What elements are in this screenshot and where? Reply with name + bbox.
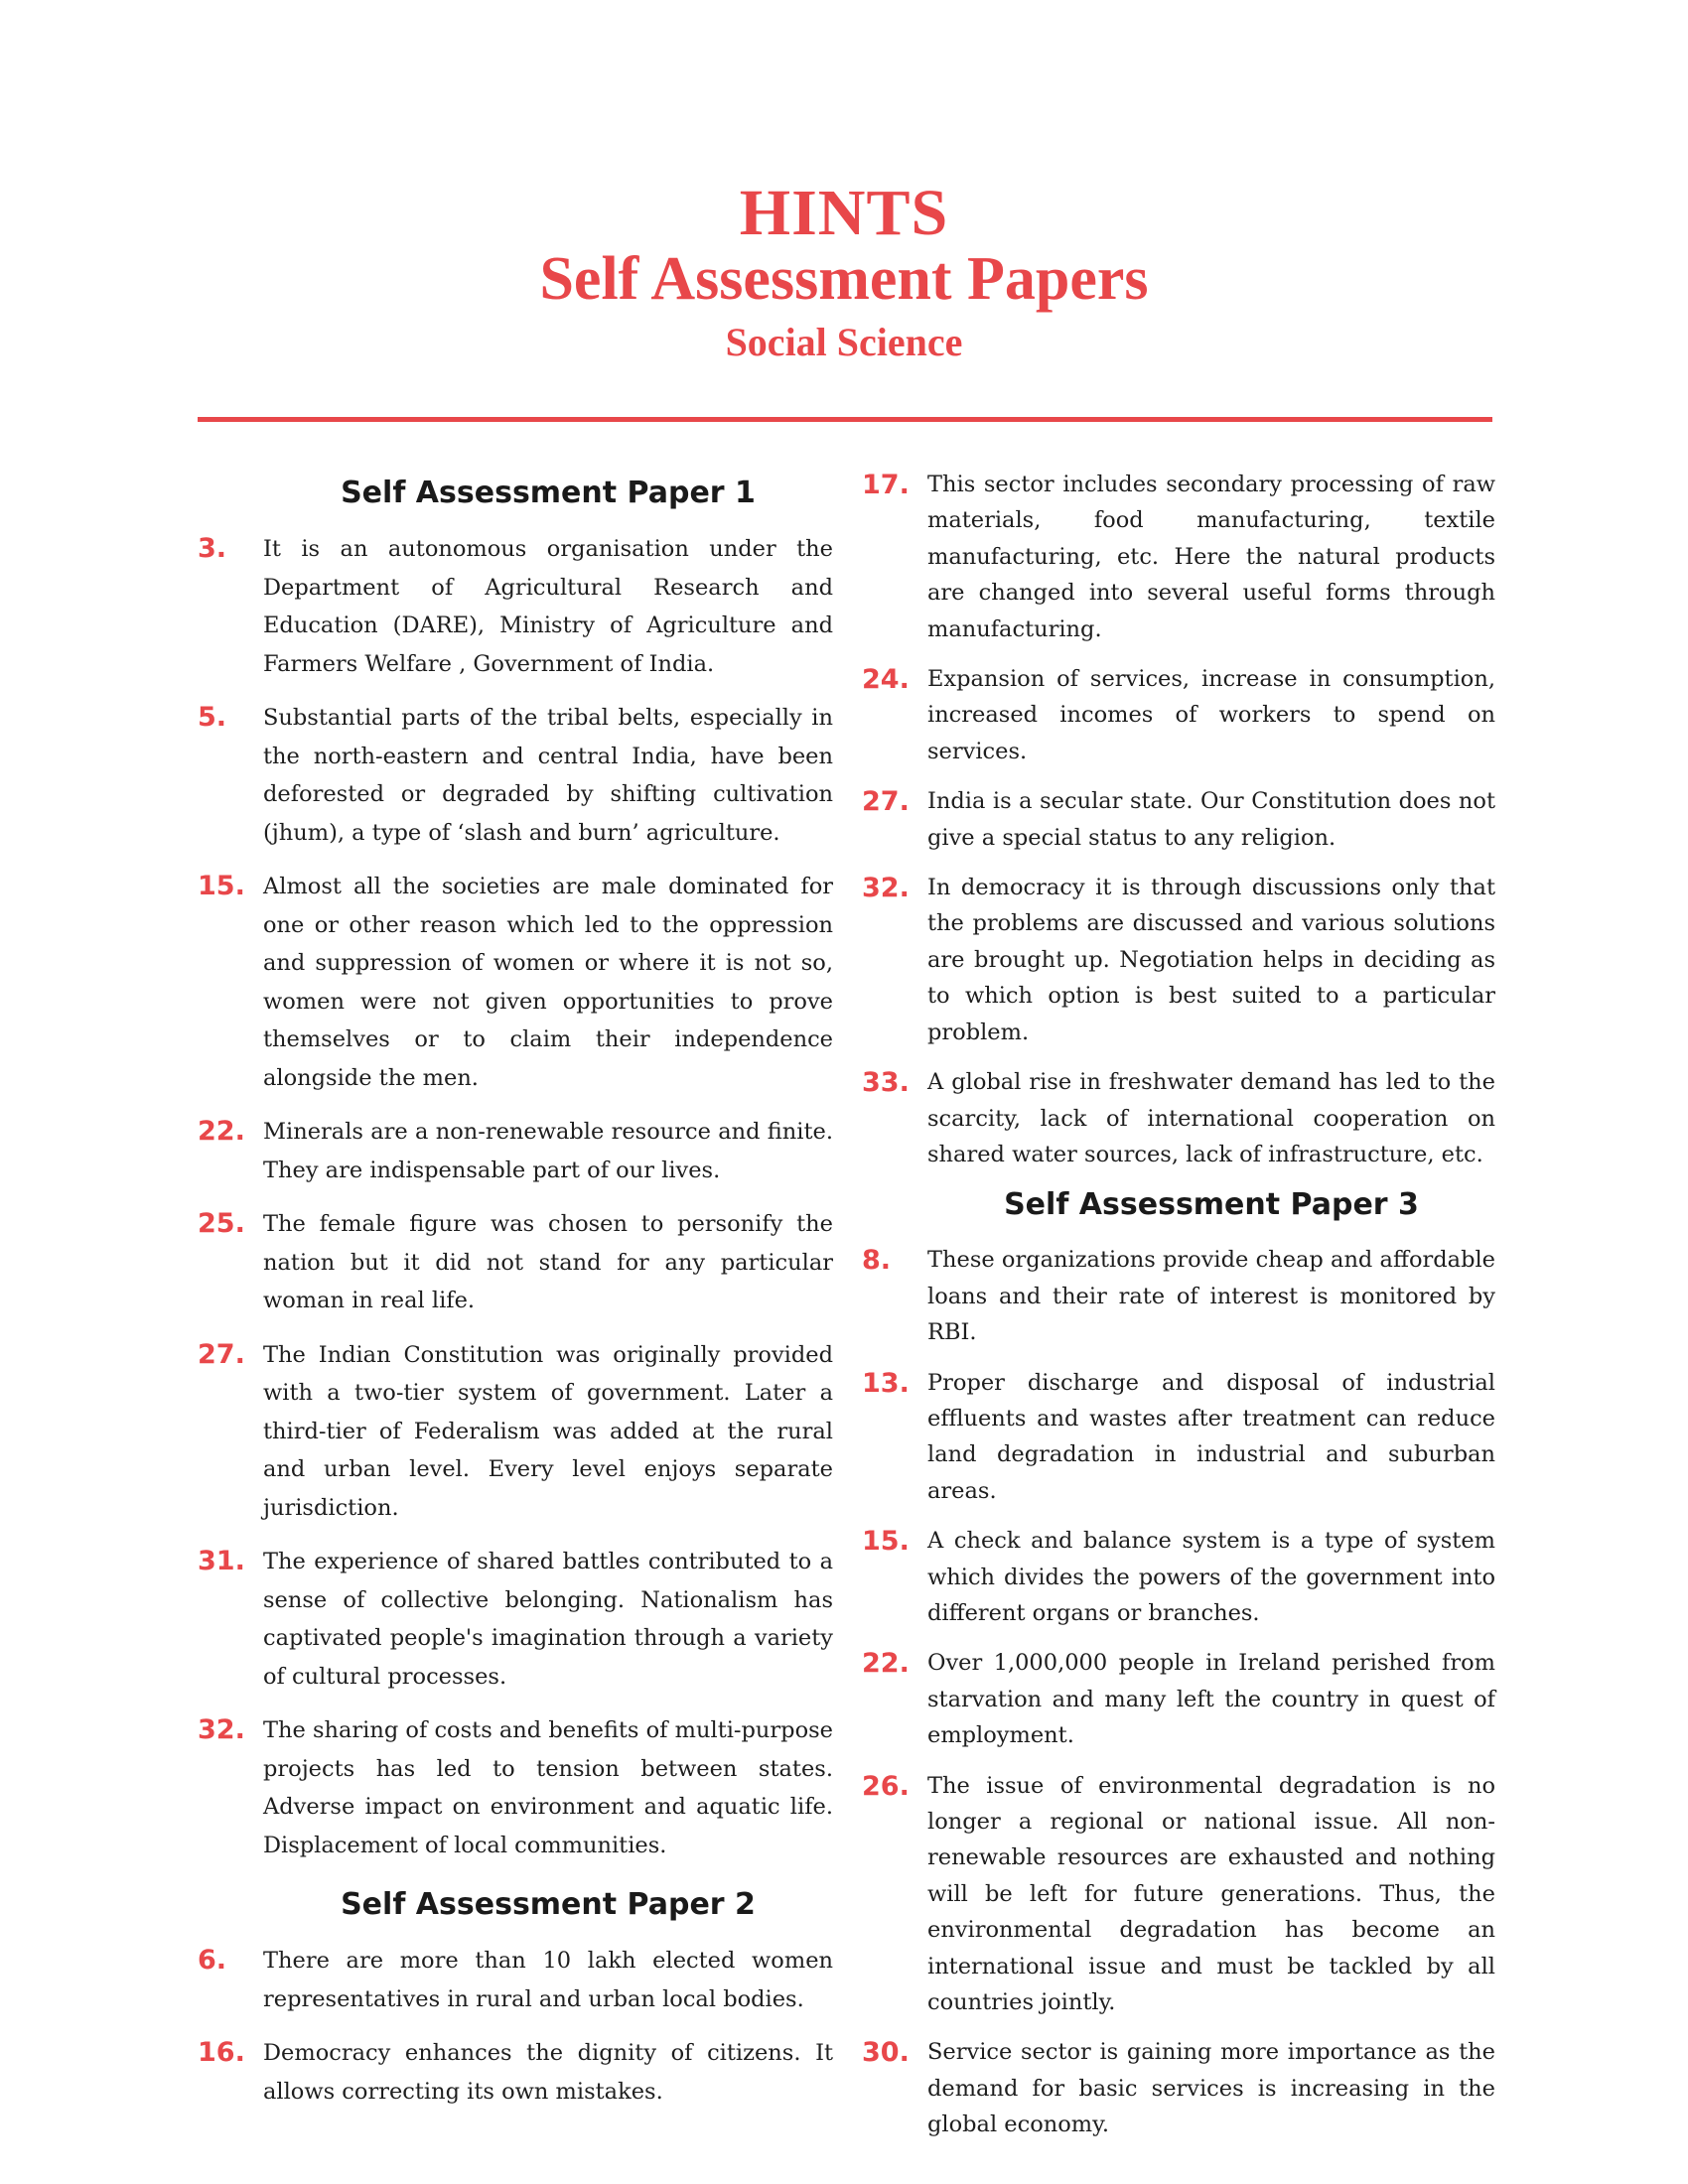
- subject-title: Social Science: [725, 320, 963, 364]
- hint-text: Substantial parts of the tribal belts, especially in the north-eastern and central India, have been deforested or degraded by shifting cultivation (jhum), a type of ‘slash and burn’ agriculture.: [263, 705, 833, 846]
- hint-number: 16.: [198, 2037, 245, 2068]
- hint-item: [198, 1205, 833, 1320]
- hint-text: There are more than 10 lakh elected women representatives in rural and urban local bodies.: [263, 1948, 833, 2012]
- hint-number: 22.: [862, 1648, 910, 1680]
- paper-3-hints: [862, 1242, 1495, 2142]
- hint-text: The issue of environmental degradation is no longer a regional or national issue. All non-renewable resources are exhausted and nothing will be left for future generations. Thus, the environmental degradation has become an international issue and must be tackled by all countries jointly.: [927, 1772, 1495, 2016]
- hint-number: 31.: [198, 1546, 245, 1576]
- hint-text: The experience of shared battles contributed to a sense of collective belonging. Nationalism has captivated people's imagination through a variety of cultural processes.: [263, 1549, 833, 1690]
- hint-text: Expansion of services, increase in consumption, increased incomes of workers to spend on services.: [927, 666, 1495, 764]
- hint-number: 17.: [862, 470, 910, 500]
- hint-item: [862, 1645, 1495, 1753]
- page-header: [0, 179, 1688, 365]
- hint-number: 15.: [862, 1526, 910, 1558]
- paper-2-hints: [198, 1942, 833, 2111]
- hint-item: [198, 1711, 833, 1864]
- hint-number: 24.: [862, 664, 910, 696]
- hint-item: [198, 2034, 833, 2111]
- hint-item: [862, 1242, 1495, 1350]
- hint-text: Proper discharge and disposal of industrial effluents and wastes after treatment can reduce land degradation in industrial and suburban areas.: [927, 1369, 1495, 1504]
- hint-text: It is an autonomous organisation under the Department of Agricultural Research and Education (DARE), Ministry of Agriculture and Farmers Welfare , Government of India.: [263, 536, 833, 677]
- hint-number: 30.: [862, 2037, 910, 2069]
- hint-item: [198, 868, 833, 1097]
- hint-text: The sharing of costs and benefits of multi-purpose projects has led to tension between states. Adverse impact on environment and aquatic life. Displacement of local communities.: [263, 1717, 833, 1858]
- hint-number: 32.: [862, 873, 910, 904]
- hint-number: 13.: [862, 1367, 910, 1399]
- hint-text: These organizations provide cheap and affordable loans and their rate of interest is monitored by RBI.: [927, 1247, 1495, 1346]
- hint-text: Service sector is gaining more importance as the demand for basic services is increasing in the global economy.: [927, 2039, 1495, 2138]
- hint-item: [862, 870, 1495, 1050]
- hint-text: In democracy it is through discussions only that the problems are discussed and various solutions are brought up. Negotiation helps in deciding as to which option is best suited to a particular problem.: [927, 875, 1495, 1045]
- hint-item: [198, 1543, 833, 1696]
- hint-item: [198, 1113, 833, 1189]
- hint-number: 27.: [198, 1338, 245, 1370]
- hint-item: [862, 661, 1495, 769]
- hint-text: India is a secular state. Our Constitution does not give a special status to any religion.: [927, 788, 1495, 851]
- hint-number: 8.: [862, 1245, 892, 1277]
- hint-item: [862, 1365, 1495, 1510]
- hint-text: A check and balance system is a type of system which divides the powers of the government into different organs or branches.: [927, 1528, 1495, 1626]
- hint-number: 5.: [198, 702, 227, 733]
- hint-number: 22.: [198, 1116, 245, 1147]
- section-title-paper-2: Self Assessment Paper 2: [341, 1887, 756, 1922]
- hint-number: 25.: [198, 1208, 245, 1239]
- hint-item: [862, 1768, 1495, 2021]
- hint-item: [198, 1336, 833, 1528]
- hint-item: [198, 699, 833, 852]
- section-title-paper-3: Self Assessment Paper 3: [1004, 1187, 1419, 1223]
- right-column: [862, 467, 1495, 2157]
- hint-item: [862, 783, 1495, 856]
- header-divider: [198, 417, 1492, 422]
- hint-item: [862, 467, 1495, 647]
- hint-item: [862, 2034, 1495, 2142]
- hint-item: [862, 1523, 1495, 1631]
- paper-2-hints-continued: [862, 467, 1495, 1172]
- hint-number: 15.: [198, 871, 245, 901]
- page-title: HINTS: [739, 177, 949, 249]
- hint-number: 32.: [198, 1714, 245, 1745]
- hint-text: The female figure was chosen to personify the nation but it did not stand for any particular woman in real life.: [263, 1211, 833, 1313]
- section-title-paper-1: Self Assessment Paper 1: [341, 476, 756, 510]
- left-column: [198, 467, 833, 2126]
- hint-number: 33.: [862, 1067, 910, 1099]
- hint-number: 26.: [862, 1770, 910, 1802]
- hint-number: 6.: [198, 1945, 227, 1976]
- hint-text: Over 1,000,000 people in Ireland perished from starvation and many left the country in quest of employment.: [927, 1650, 1495, 1749]
- hint-text: Minerals are a non-renewable resource and finite. They are indispensable part of our lives.: [263, 1119, 833, 1183]
- hint-item: [862, 1064, 1495, 1172]
- page-subtitle: Self Assessment Papers: [539, 245, 1149, 313]
- hint-text: Democracy enhances the dignity of citizens. It allows correcting its own mistakes.: [263, 2040, 833, 2105]
- hint-text: This sector includes secondary processing of raw materials, food manufacturing, textile manufacturing, etc. Here the natural products are changed into several useful forms through manufacturing.: [927, 472, 1495, 642]
- hint-number: 27.: [862, 786, 910, 818]
- hint-item: [198, 530, 833, 683]
- hint-number: 3.: [198, 533, 227, 564]
- hint-item: [198, 1942, 833, 2018]
- hint-text: A global rise in freshwater demand has led to the scarcity, lack of international cooperation on shared water sources, lack of infrastructure, etc.: [927, 1069, 1495, 1167]
- hint-text: The Indian Constitution was originally provided with a two-tier system of government. Later a third-tier of Federalism was added at the rural and urban level. Every level enjoys separate jurisdiction.: [263, 1341, 833, 1521]
- paper-1-hints: [198, 530, 833, 1864]
- hint-text: Almost all the societies are male dominated for one or other reason which led to the oppression and suppression of women or where it is not so, women were not given opportunities to prove themselves or to claim their independence alongside the men.: [263, 874, 833, 1091]
